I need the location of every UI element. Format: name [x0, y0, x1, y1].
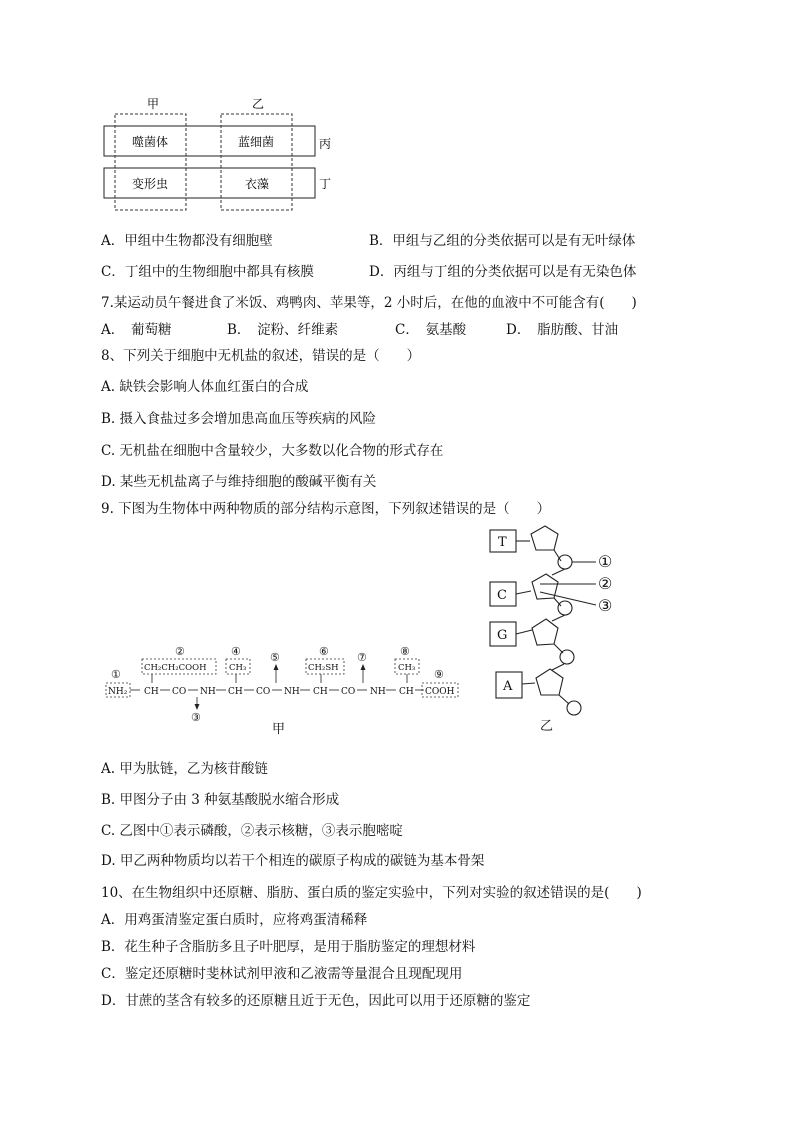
nucleotide-chain-diagram	[484, 520, 654, 735]
co-1: CO	[172, 687, 187, 697]
base-t: T	[498, 535, 507, 550]
co-2: CO	[256, 687, 271, 697]
q10-option-c: C．鉴定还原糖时斐林试剂甲液和乙液需等量混合且现配现用	[101, 966, 463, 982]
q9-option-d: D. 甲乙两种物质均以若干个相连的碳原子构成的碳链为基本骨架	[101, 853, 485, 869]
caption-jia: 甲	[272, 722, 286, 737]
yi-num-3: ③	[598, 596, 613, 615]
nh2: NH₂	[108, 687, 128, 697]
q7-stem: 7.某运动员午餐进食了米饭、鸡鸭肉、苹果等，2 小时后，在他的血液中不可能含有( )	[101, 295, 637, 311]
label-ding: 丁	[319, 177, 332, 191]
num-9: ⑨	[434, 668, 444, 681]
yi-num-1: ①	[598, 552, 613, 571]
q9-option-c: C. 乙图中①表示磷酸，②表示核糖，③表示胞嘧啶	[101, 823, 403, 839]
base-g: G	[497, 628, 508, 643]
q6-option-c: C．丁组中的生物细胞中都具有核膜	[101, 264, 314, 280]
nh-3: NH	[370, 687, 386, 697]
group-yi-box	[221, 114, 292, 210]
co-3: CO	[341, 687, 356, 697]
num-6: ⑥	[319, 645, 329, 658]
q8-option-c: C. 无机盐在细胞中含量较少，大多数以化合物的形式存在	[101, 443, 444, 459]
nh-1: NH	[200, 687, 216, 697]
r-group-2: CH₃	[229, 663, 247, 673]
cell-amoeba: 变形虫	[132, 177, 169, 191]
yi-num-2: ②	[598, 574, 613, 593]
ch-1: CH	[144, 687, 159, 697]
q8-option-a: A. 缺铁会影响人体血红蛋白的合成	[101, 379, 309, 395]
num-8: ⑧	[400, 645, 410, 658]
nh-2: NH	[284, 687, 300, 697]
peptide-chain-diagram	[100, 640, 470, 740]
q9-stem: 9. 下图为生物体中两种物质的部分结构示意图，下列叙述错误的是（ ）	[101, 501, 551, 517]
q6-option-d: D．丙组与丁组的分类依据可以是有无染色体	[369, 264, 637, 280]
q7-option-d: D． 脂肪酸、甘油	[506, 322, 619, 338]
cell-chlamydomonas: 衣藻	[245, 177, 270, 191]
num-2: ②	[175, 645, 185, 658]
label-yi: 乙	[252, 97, 265, 111]
num-4: ④	[231, 645, 241, 658]
label-bing: 丙	[319, 137, 332, 151]
q8-stem: 8、下列关于细胞中无机盐的叙述，错误的是（ ）	[101, 348, 421, 364]
num-1: ①	[111, 668, 121, 681]
num-5: ⑤	[270, 651, 280, 664]
base-c: C	[497, 588, 507, 603]
cooh-terminal: COOH	[425, 687, 455, 697]
q9-option-a: A. 甲为肽链，乙为核苷酸链	[101, 761, 268, 777]
q9-option-b: B. 甲图分子由 3 种氨基酸脱水缩合形成	[101, 792, 340, 808]
q7-option-b: B． 淀粉、纤维素	[227, 322, 339, 338]
q10-option-d: D．甘蔗的茎含有较多的还原糖且近于无色，因此可以用于还原糖的鉴定	[101, 993, 531, 1009]
q6-option-a: A．甲组中生物都没有细胞壁	[101, 233, 273, 249]
q10-option-b: B．花生种子含脂肪多且子叶肥厚，是用于脂肪鉴定的理想材料	[101, 939, 476, 955]
base-a: A	[503, 679, 513, 694]
ch-2: CH	[228, 687, 243, 697]
r-group-3: CH₂SH	[308, 663, 339, 673]
num-7: ⑦	[357, 651, 367, 664]
r-group-4: CH₃	[398, 663, 416, 673]
r-group-1: CH₂CH₂COOH	[144, 663, 207, 673]
q10-option-a: A．用鸡蛋清鉴定蛋白质时，应将鸡蛋清稀释	[101, 912, 368, 928]
num-3: ③	[191, 711, 201, 724]
q7-option-a: A． 葡萄糖	[101, 322, 172, 338]
caption-yi: 乙	[540, 719, 554, 734]
q8-option-d: D. 某些无机盐离子与维持细胞的酸碱平衡有关	[101, 474, 377, 490]
cell-phage: 噬菌体	[132, 135, 169, 149]
ch-4: CH	[399, 687, 414, 697]
ch-3: CH	[313, 687, 328, 697]
cell-cyanobacteria: 蓝细菌	[238, 135, 275, 149]
group-jia-box	[115, 114, 186, 210]
q8-option-b: B. 摄入食盐过多会增加患高血压等疾病的风险	[101, 411, 377, 427]
classification-diagram	[95, 92, 345, 217]
q10-stem: 10、在生物组织中还原糖、脂肪、蛋白质的鉴定实验中，下列对实验的叙述错误的是( )	[101, 885, 642, 901]
q7-option-c: C． 氨基酸	[395, 322, 467, 338]
q6-option-b: B．甲组与乙组的分类依据可以是有无叶绿体	[369, 233, 636, 249]
label-jia: 甲	[147, 97, 160, 111]
